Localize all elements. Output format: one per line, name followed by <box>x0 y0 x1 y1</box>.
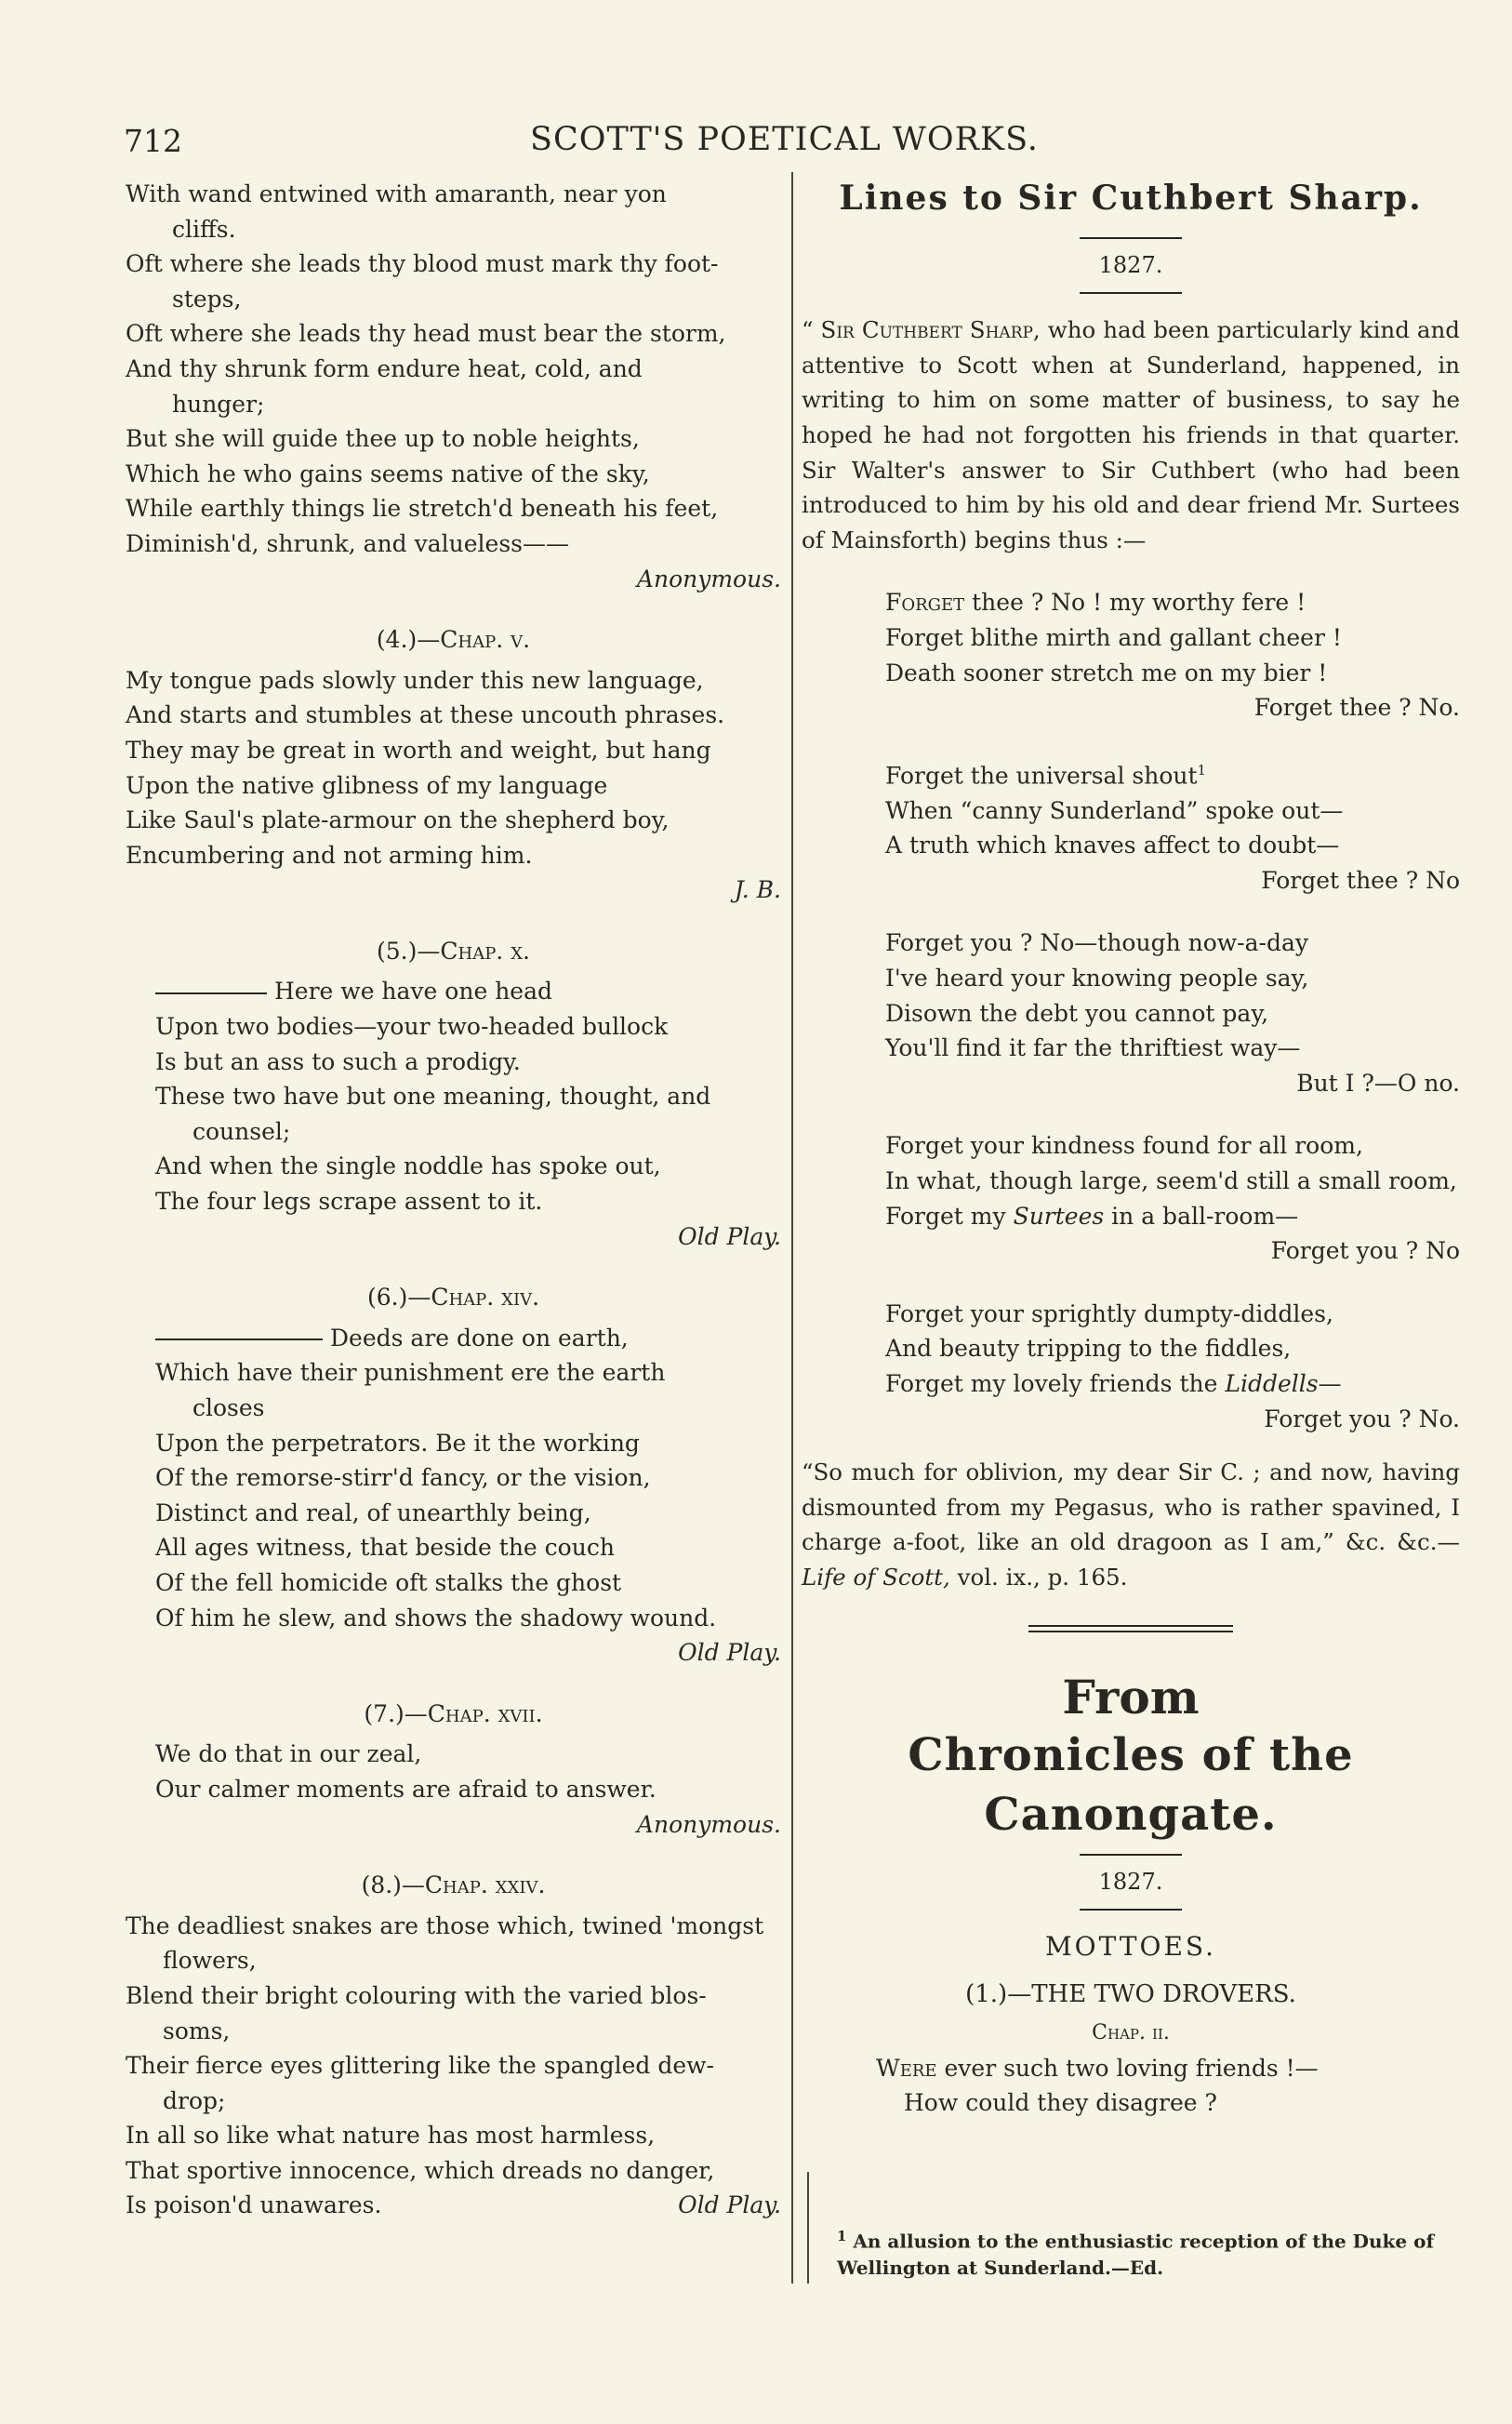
verse-line: cliffs. <box>172 215 236 243</box>
verse-line: Our calmer moments are afraid to answer. <box>155 1775 657 1803</box>
verse-text: Forget the universal shout <box>885 762 1198 790</box>
verse-line <box>885 753 1460 793</box>
verse-line: With wand entwined with amaranth, near yon <box>126 180 667 207</box>
stanza-3 <box>802 926 1460 1100</box>
verse-line: Upon two bodies—your two-headed bullock <box>155 1013 669 1041</box>
verse-line: Upon the native glibness of my language <box>126 771 608 799</box>
motto-number: (4.)— <box>376 626 441 654</box>
right-column <box>802 181 1460 2121</box>
verse-line: You'll find it far the thriftiest way— <box>885 1034 1301 1062</box>
attribution: Anonymous. <box>636 565 781 593</box>
title-rule <box>1080 237 1182 239</box>
verse-text: Forget <box>885 589 965 617</box>
chapter-label: Chap. xiv. <box>431 1284 540 1312</box>
dash-rule <box>155 1339 323 1340</box>
verse-text: Deeds are done on earth, <box>330 1324 629 1352</box>
verse-line: Encumbering and not arming him. <box>126 841 533 869</box>
section-divider <box>1028 1625 1233 1632</box>
verse-line: And starts and stumbles at these uncouth phrases. <box>126 701 725 729</box>
year-rule <box>1080 292 1182 294</box>
chapter-label: Chap. x. <box>440 937 530 965</box>
footnote <box>837 2223 1479 2281</box>
verse-line: Forget you ? No. <box>1264 1405 1460 1432</box>
verse-line: Forget your sprightly dumpty-diddles, <box>885 1299 1333 1327</box>
attribution: J. B. <box>734 876 781 904</box>
verse-line: They may be great in worth and weight, but hang <box>126 736 711 764</box>
attribution: Old Play. <box>678 2191 781 2219</box>
year: 1827. <box>1098 251 1163 278</box>
verse-line: hunger; <box>172 390 265 418</box>
stanza-1 <box>802 585 1460 725</box>
quote-text: “So much for oblivion, my dear Sir C. ; and now, having dismounted from my Pegasus, who is rather spavined, I charge a-foot, like an old dragoon as I am,” &c. &c.— <box>802 1458 1460 1556</box>
verse-line: Of him he slew, and shows the shadowy wound. <box>155 1604 717 1632</box>
verse-line: When “canny Sunderland” spoke out— <box>885 796 1344 824</box>
verse-line: Like Saul's plate-armour on the shepherd boy, <box>126 806 670 834</box>
closing-quote <box>802 1455 1460 1594</box>
intro-paragraph: “ Sir Cuthbert Sharp, who had been particularly kind and attentive to Scott when at Sunderland, happened, in writing to him on some matter of business, to say he hoped he had not forgotten his friends in that quarter. Sir Walter's answer to Sir Cuthbert (who had been introduced to him by his old and dear friend Mr. Surtees of Mainsforth) begins thus :— <box>802 316 1460 553</box>
footnote-text: An allusion to the enthusiastic reception of the Duke of Wellington at Sunderland.—Ed. <box>837 2230 1435 2279</box>
verse-line: We do that in our zeal, <box>155 1740 422 1768</box>
verse-text: — <box>1318 1369 1342 1397</box>
running-title: SCOTT'S POETICAL WORKS. <box>530 121 1039 158</box>
verse-line: Distinct and real, of unearthly being, <box>155 1498 591 1526</box>
verse-line <box>885 1199 1460 1234</box>
verse-line: Forget blithe mirth and gallant cheer ! <box>885 623 1342 651</box>
verse-text: thee ? No ! my worthy fere ! <box>972 589 1306 617</box>
motto-5 <box>126 974 781 1254</box>
column-divider <box>791 172 793 2284</box>
verse-line: All ages witness, that beside the couch <box>155 1534 615 1562</box>
verse-line: And when the single noddle has spoke out, <box>155 1152 661 1180</box>
intro-text: who had been particularly kind and attentive to Scott when at Sunderland, happened, in writing to him on some matter of business, to say he hoped he had not forgotten his friends in that quarter. Sir Walter's answer to Sir Cuthbert (who had been introduced to him by his old and dear friend Mr. Surtees of Mainsforth) begins thus :— <box>802 316 1460 553</box>
section-heading-title: Chronicles of the Canongate. <box>908 1728 1354 1841</box>
verse-text: Surtees <box>1013 1202 1105 1230</box>
verse-line: Oft where she leads thy head must bear the storm, <box>126 320 726 348</box>
verse-line: Diminish'd, shrunk, and valueless—— <box>126 529 569 557</box>
verse-line: In all so like what nature has most harmless, <box>126 2122 656 2150</box>
verse-line: How could they disagree ? <box>904 2089 1217 2117</box>
verse-line: Death sooner stretch me on my bier ! <box>885 659 1328 686</box>
verse-line: flowers, <box>163 1947 257 1975</box>
page-number: 712 <box>124 123 182 159</box>
section-heading-from: From <box>1062 1669 1200 1725</box>
verse-line <box>155 1321 781 1356</box>
motto-4 <box>126 663 781 908</box>
motto-8 <box>126 1909 781 2223</box>
attribution: Old Play. <box>678 1222 781 1250</box>
stanza-2 <box>802 753 1460 899</box>
verse-line: These two have but one meaning, thought, and <box>155 1083 711 1111</box>
verse-line: That sportive innocence, which dreads no danger, <box>126 2156 715 2184</box>
verse-line: Forget your kindness found for all room, <box>885 1132 1363 1160</box>
verse-line: Disown the debt you cannot pay, <box>885 999 1269 1027</box>
verse-line: Forget you ? No—though now-a-day <box>885 929 1309 957</box>
verse-text: in a ball-room— <box>1104 1202 1299 1230</box>
verse-line <box>126 2188 781 2223</box>
verse-line: Which he who gains seems native of the sky, <box>126 459 650 487</box>
mottoes-label: MOTTOES. <box>1045 1931 1216 1963</box>
chapter-label: Chap. xxiv. <box>424 1871 546 1899</box>
verse-text: Here we have one head <box>274 978 552 1006</box>
verse-line <box>885 585 1460 620</box>
motto-heading <box>126 1697 781 1732</box>
motto-number: (5.)— <box>377 937 441 965</box>
intro-fragment <box>126 177 781 596</box>
verse-line: Forget you ? No <box>1270 1237 1460 1265</box>
verse-line: steps, <box>172 285 242 313</box>
chapter-label: Chap. ii. <box>1092 2021 1170 2045</box>
poem-title: Lines to Sir Cuthbert Sharp. <box>839 179 1423 218</box>
motto-number: (6.)— <box>366 1284 431 1312</box>
footnote-number: 1 <box>837 2228 847 2244</box>
verse-line: And thy shrunk form endure heat, cold, and <box>126 354 643 382</box>
verse-text: Forget my <box>885 1202 1014 1230</box>
verse-line <box>155 974 781 1009</box>
verse-line: And beauty tripping to the fiddles, <box>885 1335 1292 1363</box>
motto-number: (8.)— <box>361 1871 425 1899</box>
footnote-separator <box>807 2172 809 2284</box>
verse-line: Oft where she leads thy blood must mark thy foot- <box>126 250 719 278</box>
verse-line: The deadliest snakes are those which, twined 'mongst <box>126 1911 764 1939</box>
motto-heading <box>126 934 781 969</box>
verse-line: While earthly things lie stretch'd beneath his feet, <box>126 495 719 523</box>
verse-line: Is but an ass to such a prodigy. <box>155 1047 521 1075</box>
drovers-heading: (1.)—THE TWO DROVERS. <box>965 1979 1296 2008</box>
intro-name: Sir Cuthbert Sharp, <box>820 316 1041 344</box>
quote-source: Life of Scott, <box>802 1563 950 1591</box>
stanza-5 <box>802 1297 1460 1436</box>
motto-7 <box>126 1737 781 1842</box>
drovers-motto <box>802 2051 1460 2121</box>
verse-text: ever such two loving friends !— <box>944 2054 1319 2082</box>
verse-line: Blend their bright colouring with the varied blos- <box>126 1981 707 2009</box>
verse-line: closes <box>192 1394 265 1421</box>
footnote-marker: 1 <box>1197 761 1207 779</box>
motto-number: (7.)— <box>364 1699 428 1727</box>
verse-line: A truth which knaves affect to doubt— <box>885 832 1340 859</box>
quote-cite: vol. ix., p. 165. <box>949 1563 1128 1591</box>
verse-line: The four legs scrape assent to it. <box>155 1188 543 1216</box>
section-year-rule <box>1080 1909 1182 1911</box>
verse-line <box>876 2051 1460 2086</box>
verse-text: Is poison'd unawares. <box>126 2191 382 2219</box>
verse-line: I've heard your knowing people say, <box>885 965 1309 992</box>
attribution: Old Play. <box>678 1639 781 1667</box>
verse-line: soms, <box>163 2017 231 2044</box>
section-year: 1827. <box>1098 1868 1163 1895</box>
motto-heading <box>126 1280 781 1315</box>
motto-heading <box>126 1868 781 1903</box>
attribution: Anonymous. <box>636 1810 781 1838</box>
verse-text: Were <box>876 2054 937 2082</box>
verse-line: My tongue pads slowly under this new language, <box>126 666 704 694</box>
verse-text: Forget my lovely friends the <box>885 1369 1226 1397</box>
verse-line: Which have their punishment ere the earth <box>155 1359 666 1387</box>
verse-line: Forget thee ? No <box>1261 866 1460 894</box>
dash-rule <box>155 992 267 994</box>
verse-text: Liddells <box>1225 1369 1319 1397</box>
verse-line: But she will guide thee up to noble heights, <box>126 425 640 453</box>
chapter-label: Chap. v. <box>440 626 531 654</box>
verse-line: In what, though large, seem'd still a small room, <box>885 1166 1457 1194</box>
motto-6 <box>126 1321 781 1671</box>
verse-line: But I ?—O no. <box>1296 1069 1460 1097</box>
verse-line: Of the remorse-stirr'd fancy, or the vision, <box>155 1464 651 1492</box>
verse-line: Of the fell homicide oft stalks the ghost <box>155 1568 622 1596</box>
verse-line: Their fierce eyes glittering like the spangled dew- <box>126 2052 714 2080</box>
verse-line: Upon the perpetrators. Be it the working <box>155 1429 640 1457</box>
verse-line <box>885 1366 1460 1402</box>
verse-line: Forget thee ? No. <box>1253 694 1460 722</box>
stanza-4 <box>802 1128 1460 1268</box>
left-column <box>126 177 781 2223</box>
verse-line: drop; <box>163 2086 226 2114</box>
heading-rule <box>1080 1854 1182 1856</box>
verse-line: counsel; <box>192 1117 291 1145</box>
chapter-label: Chap. xvii. <box>427 1699 543 1727</box>
motto-heading <box>126 622 781 658</box>
